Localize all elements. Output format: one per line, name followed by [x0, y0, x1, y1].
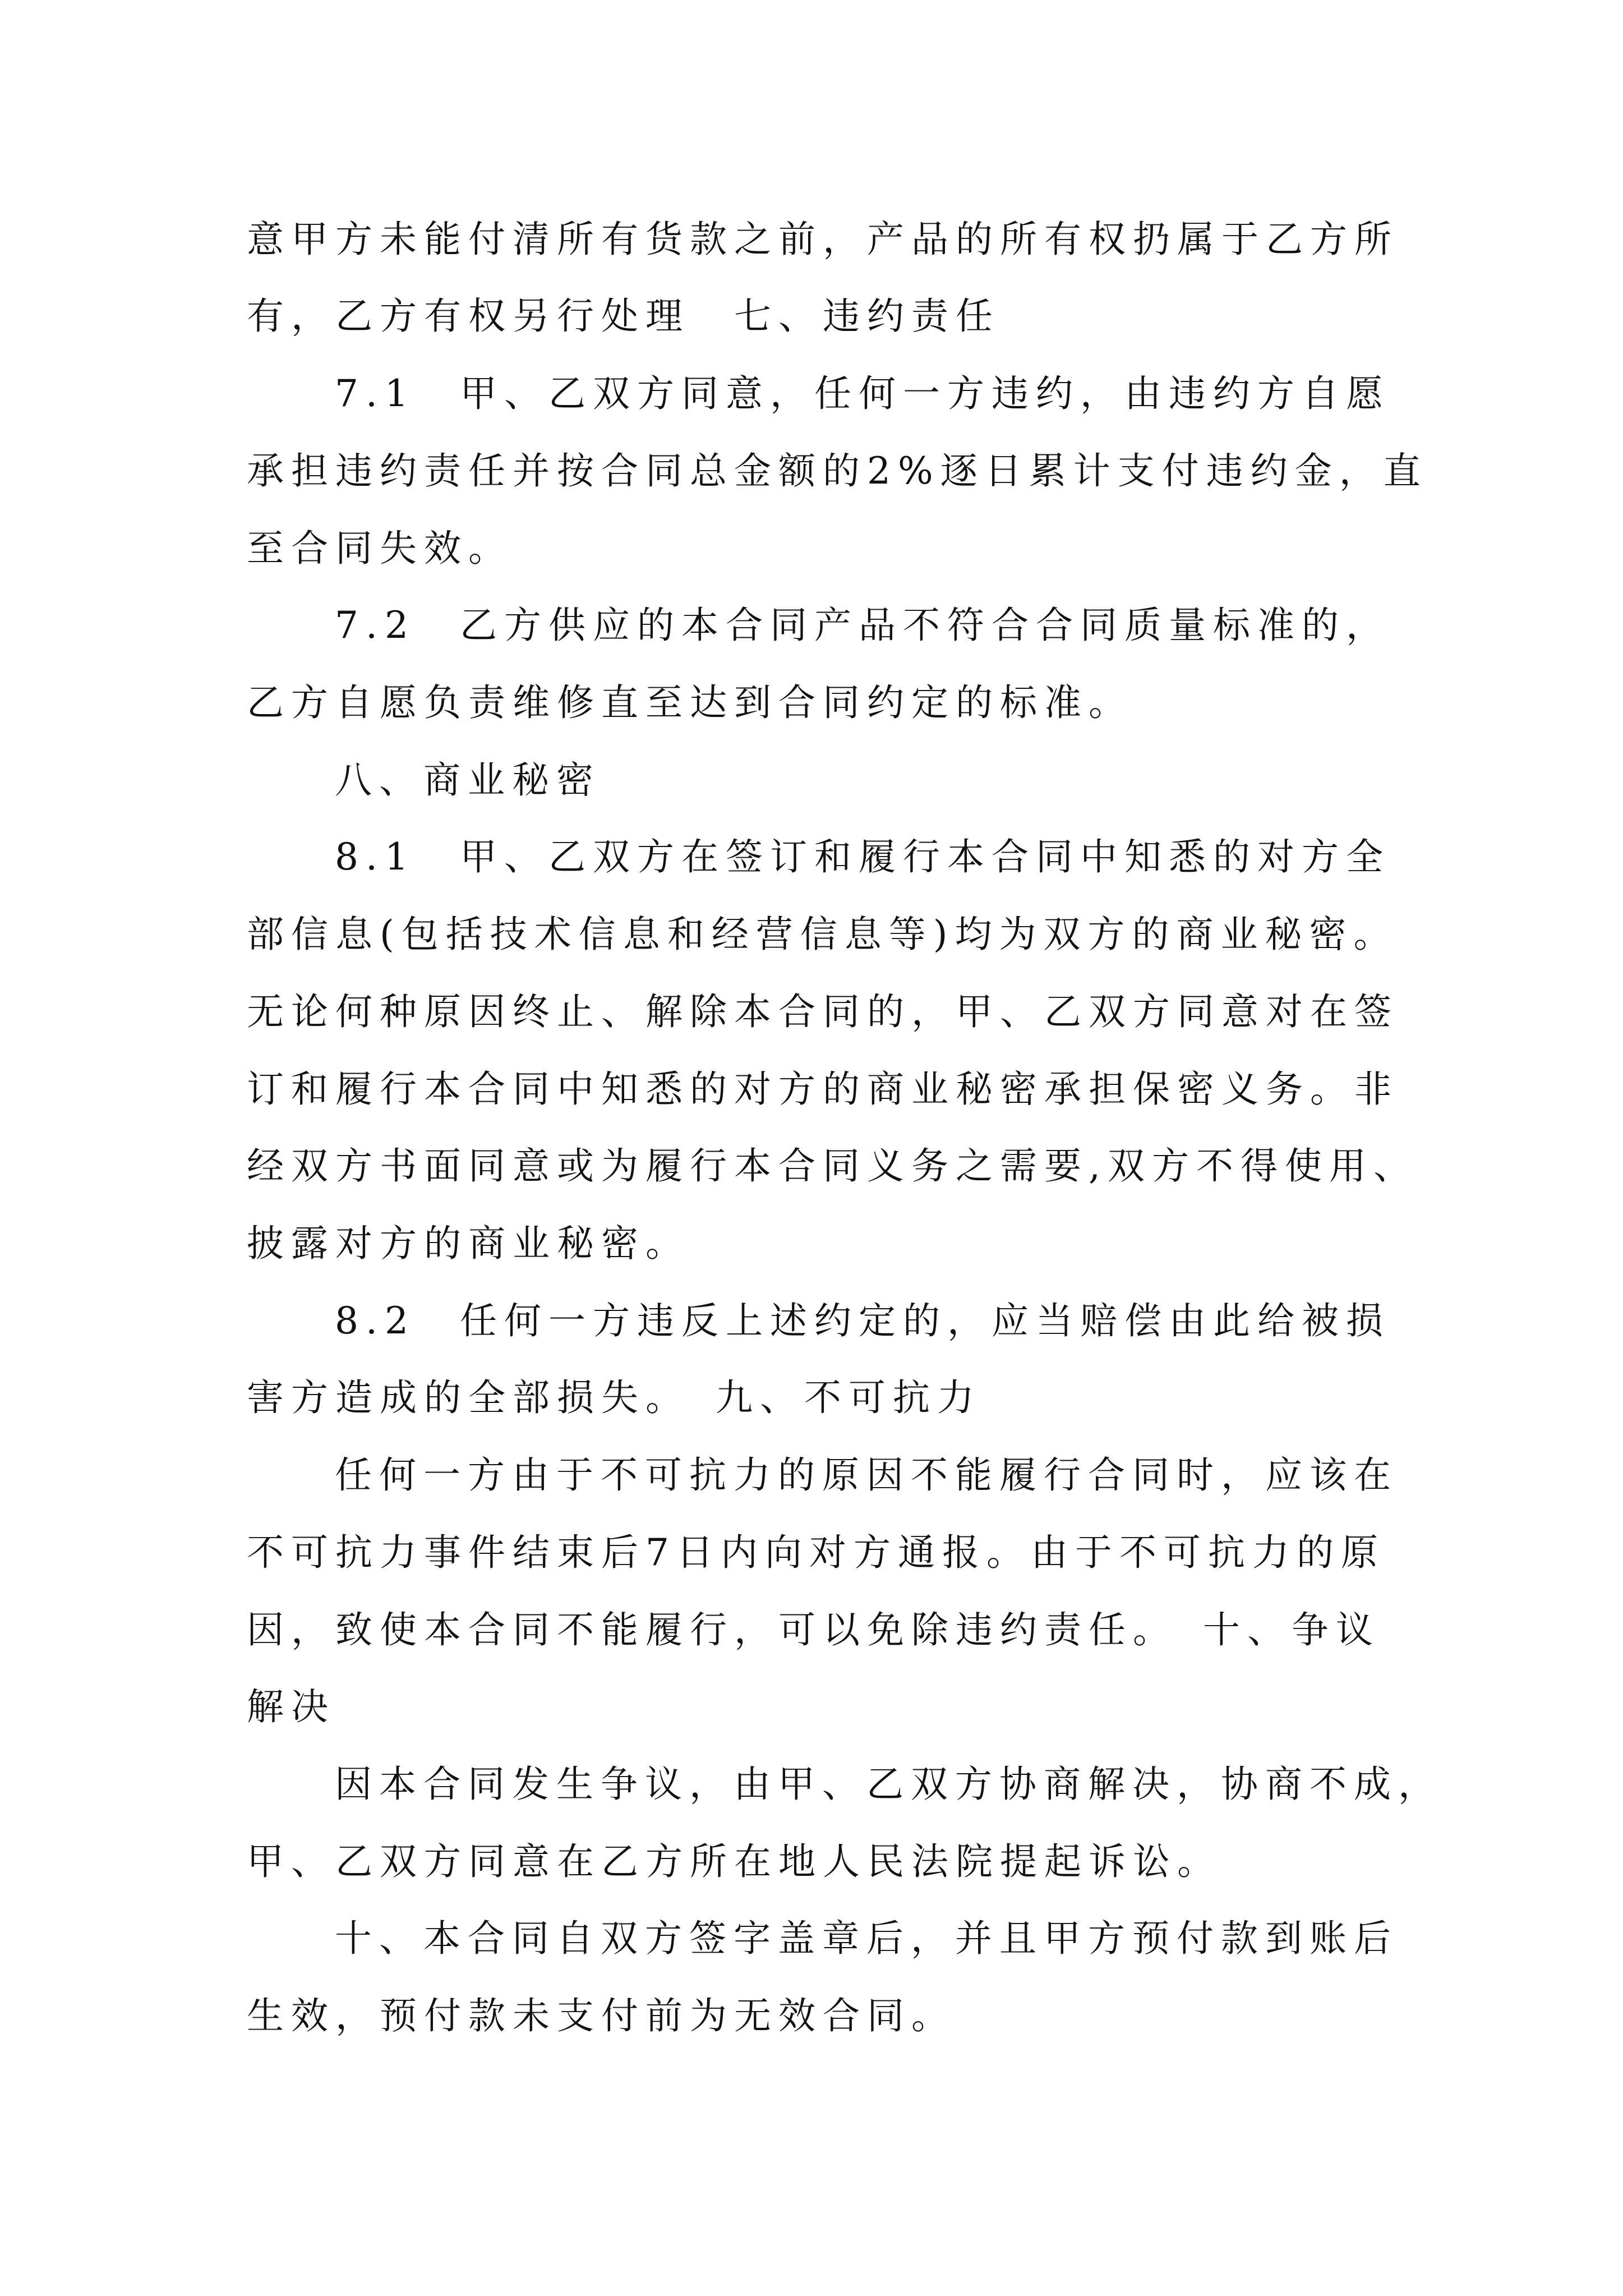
text-line: 8.2 任何一方违反上述约定的，应当赔偿由此给被损	[335, 1299, 1390, 1342]
text-line: 任何一方由于不可抗力的原因不能履行合同时，应该在	[335, 1453, 1398, 1497]
text-line: 因，致使本合同不能履行，可以免除违约责任。 十、争议	[247, 1608, 1380, 1651]
text-line: 7.2 乙方供应的本合同产品不符合合同质量标准的，	[335, 604, 1390, 647]
text-line: 不可抗力事件结束后7日内向对方通报。由于不可抗力的原	[247, 1531, 1385, 1574]
text-line: 因本合同发生争议，由甲、乙双方协商解决，协商不成，	[335, 1763, 1442, 1806]
text-line: 害方造成的全部损失。 九、不可抗力	[247, 1376, 981, 1419]
text-line: 经双方书面同意或为履行本合同义务之需要,双方不得使用、	[247, 1144, 1418, 1188]
section-heading: 八、商业秘密	[335, 758, 601, 802]
text-line: 有，乙方有权另行处理 七、违约责任	[247, 295, 1000, 338]
text-line: 订和履行本合同中知悉的对方的商业秘密承担保密义务。非	[247, 1068, 1399, 1111]
text-line: 解决	[247, 1685, 335, 1728]
text-line: 部信息(包括技术信息和经营信息等)均为双方的商业秘密。	[247, 913, 1398, 956]
text-line: 8.1 甲、乙双方在签订和履行本合同中知悉的对方全	[335, 835, 1390, 878]
text-line: 无论何种原因终止、解除本合同的，甲、乙双方同意对在签	[247, 990, 1399, 1033]
text-line: 乙方自愿负责维修直至达到合同约定的标准。	[247, 681, 1133, 724]
text-line: 承担违约责任并按合同总金额的2%逐日累计支付违约金，直	[247, 449, 1428, 493]
text-line: 十、本合同自双方签字盖章后，并且甲方预付款到账后	[335, 1917, 1398, 1960]
text-line: 7.1 甲、乙双方同意，任何一方违约，由违约方自愿	[335, 372, 1390, 415]
text-line: 至合同失效。	[247, 527, 513, 570]
text-line: 披露对方的商业秘密。	[247, 1222, 690, 1265]
text-line: 生效，预付款未支付前为无效合同。	[247, 1994, 956, 2037]
text-line: 甲、乙双方同意在乙方所在地人民法院提起诉讼。	[247, 1840, 1221, 1883]
text-line: 意甲方未能付清所有货款之前，产品的所有权扔属于乙方所	[247, 218, 1399, 261]
